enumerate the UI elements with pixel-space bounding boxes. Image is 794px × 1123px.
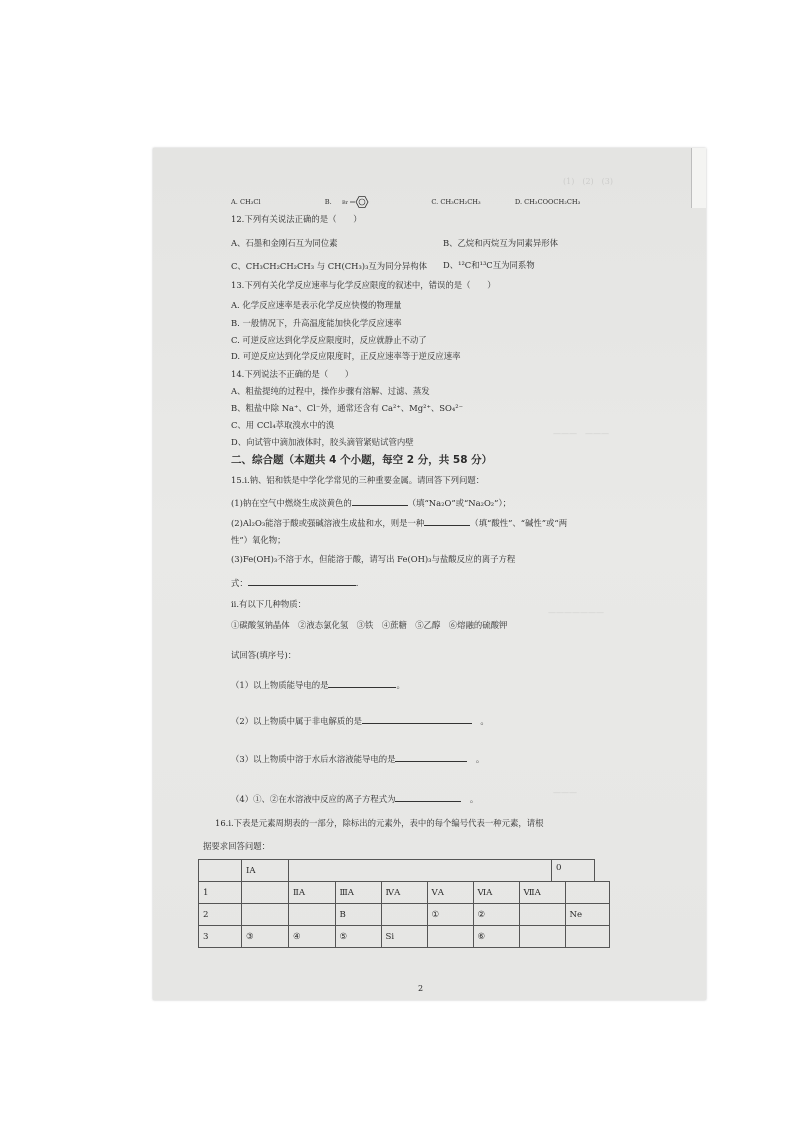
q15-sub1-text: （1）以上物质能导电的是 (231, 680, 329, 690)
q12-option-a: A、石墨和金刚石互为同位素 (231, 238, 338, 248)
show-through-text: ——————— (548, 608, 604, 617)
q15-part2-hint: （填“酸性”、“碱性”或“两 (470, 518, 568, 528)
q15-sub3: （3）以上物质中溶于水后水溶液能导电的是 。 (231, 754, 485, 764)
table-cell: Si (381, 926, 427, 948)
table-cell (519, 904, 565, 926)
table-cell (335, 860, 381, 882)
q15-part1-hint: （填“Na₂O”或“Na₂O₂”）； (407, 498, 512, 508)
table-cell (289, 860, 336, 882)
table-cell: ⅡA (289, 882, 336, 904)
q11-option-b: B. (324, 198, 332, 206)
table-cell (473, 860, 519, 882)
table-cell: ⅣA (381, 882, 427, 904)
group-0-header: 0 (551, 859, 595, 881)
table-cell: ⅦA (519, 882, 565, 904)
exam-page (153, 148, 706, 1000)
q15-sub4: （4）①、②在水溶液中反应的离子方程式为 。 (231, 794, 479, 804)
q16-intro: 16.i.下表是元素周期表的一部分，除标出的元素外，表中的每个编号代表一种元素，请根 (215, 818, 544, 828)
table-cell (289, 904, 336, 926)
q15-part1 (231, 496, 511, 509)
q11-option-c: C. CH₃CH₂CH₃ (431, 198, 481, 206)
show-through-text: ——— (553, 788, 577, 797)
table-cell: 2 (199, 904, 242, 926)
q13-option-c: C. 可逆反应达到化学反应限度时，反应就静止不动了 (231, 335, 427, 345)
table-cell: ⅥA (473, 882, 519, 904)
q14-option-b: B、粗盐中除 Na⁺、Cl⁻外，通常还含有 Ca²⁺、Mg²⁺、SO₄²⁻ (231, 403, 463, 413)
q15-sub2-text: （2）以上物质中属于非电解质的是 (231, 716, 362, 726)
q12-option-c: C、CH₃CH₂CH₂CH₃ 与 CH(CH₃)₃互为同分异构体 (231, 261, 428, 271)
q11-option-d: D. CH₃COOCH₂CH₃ (514, 198, 581, 206)
q15-answer-hint: 试回答(填序号)： (231, 650, 297, 660)
show-through-text: (1) (2) (3) (563, 177, 613, 186)
table-cell (519, 860, 565, 882)
answer-blank[interactable] (362, 714, 472, 724)
table-cell: ① (427, 904, 473, 926)
q15-part3: (3)Fe(OH)₃不溶于水，但能溶于酸，请写出 Fe(OH)₃与盐酸反应的离子方程 (231, 554, 516, 564)
q12-option-b: B、乙烷和丙烷互为同素异形体 (443, 238, 559, 248)
q16-intro-cont: 据要求回答问题： (203, 841, 270, 851)
q15-sub3-text: （3）以上物质中溶于水后水溶液能导电的是 (231, 754, 396, 764)
q13-option-b: B. 一般情况下，升高温度能加快化学反应速率 (231, 318, 402, 328)
table-cell: B (335, 904, 381, 926)
q15-intro: 15.i.钠、铝和铁是中学化学常见的三种重要金属。请回答下列问题： (231, 475, 485, 485)
table-cell (519, 926, 565, 948)
table-cell: ⅢA (335, 882, 381, 904)
q13-option-a: A. 化学反应速率是表示化学反应快慢的物理量 (231, 300, 402, 310)
answer-blank[interactable] (352, 496, 408, 506)
q15-part1-text: (1)钠在空气中燃烧生成淡黄色的 (231, 498, 352, 508)
q14-option-d: D、向试管中滴加液体时，胶头滴管紧贴试管内壁 (231, 437, 414, 447)
table-row (199, 882, 610, 904)
q11-option-b-sub: Br (341, 200, 349, 206)
q15-part2-text: (2)Al₂O₃能溶于酸或强碱溶液生成盐和水，则是一种 (231, 518, 425, 528)
table-cell: 1 (199, 882, 242, 904)
page-number: 2 (418, 984, 424, 993)
q15-part3-cont: 式： . (231, 578, 359, 588)
table-cell: Ne (565, 904, 609, 926)
table-row (199, 926, 610, 948)
q14-stem: 14.下列说法不正确的是（ ） (231, 369, 354, 379)
page-edge (691, 148, 706, 208)
table-row (199, 904, 610, 926)
table-cell (565, 926, 609, 948)
table-cell: 3 (199, 926, 242, 948)
table-cell: ② (473, 904, 519, 926)
q15-sub4-text: （4）①、②在水溶液中反应的离子方程式为 (231, 794, 396, 804)
table-cell: ⑤ (335, 926, 381, 948)
benzene-ring-icon (350, 194, 372, 210)
table-cell (242, 882, 289, 904)
show-through-text: ——— ——— (553, 429, 609, 438)
q11-option-a: A. CH₃Cl (231, 198, 261, 206)
q13-option-d: D. 可逆反应达到化学反应限度时，正反应速率等于逆反应速率 (231, 351, 461, 361)
q13-stem: 13.下列有关化学反应速率与化学反应限度的叙述中，错误的是（ ） (231, 280, 496, 290)
section-heading: 二、综合题（本题共 4 个小题，每空 2 分，共 58 分） (231, 454, 493, 466)
answer-blank[interactable] (395, 752, 467, 762)
q14-option-c: C、用 CCl₄萃取溴水中的溴 (231, 420, 335, 430)
q14-option-a: A、粗盐提纯的过程中，操作步骤有溶解、过滤、蒸发 (231, 386, 430, 396)
table-cell (427, 860, 473, 882)
answer-blank[interactable] (395, 792, 461, 802)
q15-sub1: （1）以上物质能导电的是 。 (231, 680, 405, 690)
q12-option-d: D、¹²C和¹³C互为同系物 (443, 260, 535, 270)
table-header-row (199, 860, 610, 882)
q15-sub2: （2）以上物质中属于非电解质的是 。 (231, 716, 489, 726)
table-cell: ③ (242, 926, 289, 948)
q15-part2 (231, 516, 567, 529)
table-cell (242, 904, 289, 926)
q15-part3-label: 式： (231, 578, 248, 588)
q15-part2-cont: 性”）氧化物； (231, 535, 286, 545)
q15-substances: ①碳酸氢钠晶体 ②液态氯化氢 ③铁 ④蔗糖 ⑤乙醇 ⑥熔融的硫酸钾 (231, 620, 508, 630)
periodic-table (198, 859, 610, 948)
q15-ii-intro: ii.有以下几种物质： (231, 599, 307, 609)
table-cell: ⅠA (242, 860, 289, 882)
table-cell (565, 860, 609, 882)
answer-blank[interactable] (328, 678, 396, 688)
table-cell: ④ (289, 926, 336, 948)
table-cell: ⑥ (473, 926, 519, 948)
table-cell (381, 860, 427, 882)
answer-blank[interactable] (248, 576, 356, 586)
table-cell (381, 904, 427, 926)
table-cell (427, 926, 473, 948)
q12-stem: 12.下列有关说法正确的是（ ） (231, 214, 362, 224)
answer-blank[interactable] (424, 516, 470, 526)
q11-options (231, 194, 580, 210)
table-cell (199, 860, 242, 882)
table-cell (565, 882, 609, 904)
table-cell: ⅤA (427, 882, 473, 904)
